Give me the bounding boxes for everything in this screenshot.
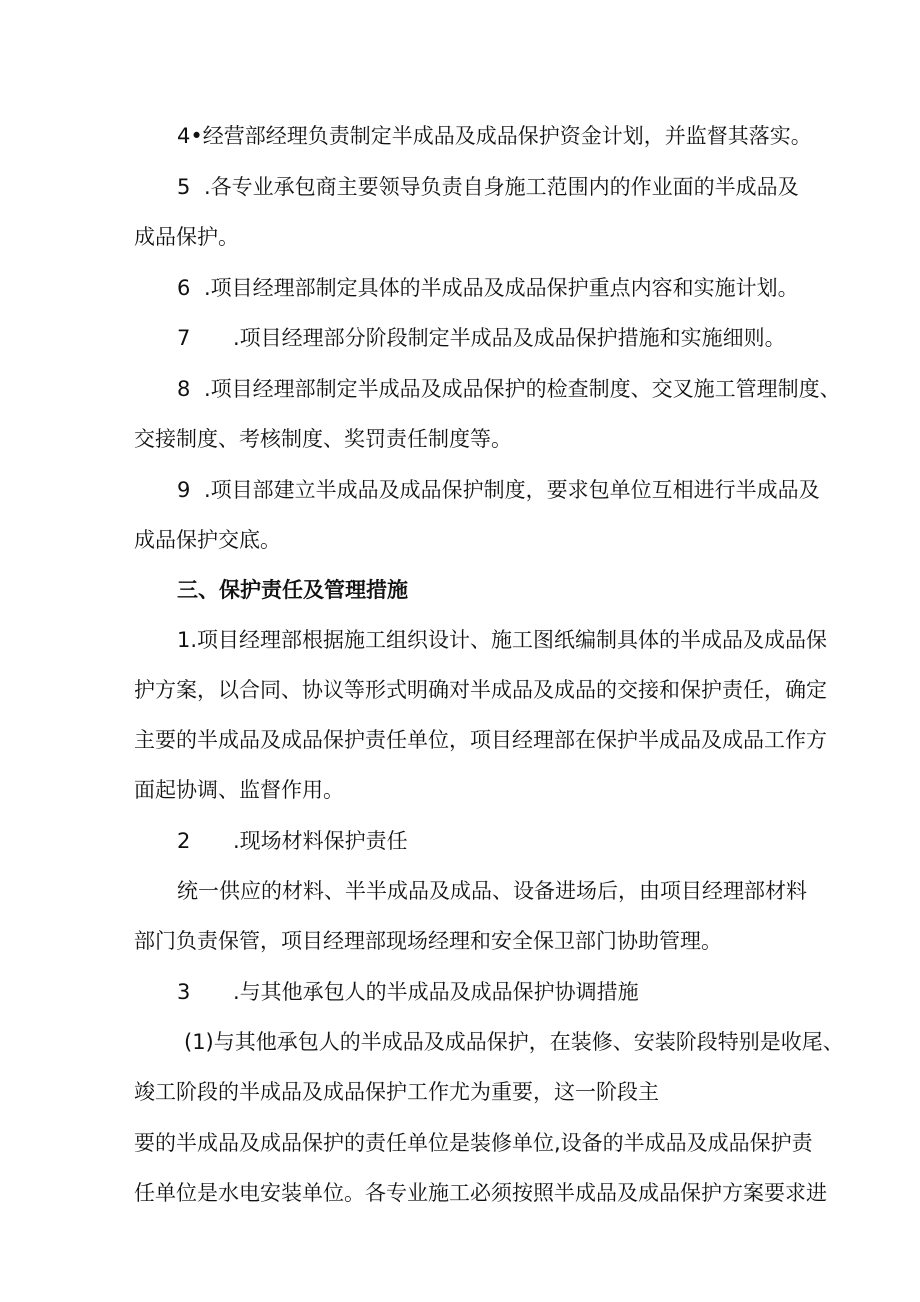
line-text: 成品保护交底。 xyxy=(134,528,281,552)
paragraph-continuation: 主要的半成品及成品保护责任单位，项目经理部在保护半成品及成品工作方 xyxy=(134,728,827,752)
paragraph-line-2 xyxy=(177,829,408,853)
line-text: .项目部建立半成品及成品保护制度，要求包单位互相进行半成品及 xyxy=(204,478,820,502)
line-text: .与其他承包人的半成品及成品保护协调措施 xyxy=(233,980,639,1004)
paragraph-line-6 xyxy=(177,276,799,300)
list-number: 2 xyxy=(177,829,191,853)
list-number: 8 xyxy=(177,377,191,401)
paragraph-continuation: 竣工阶段的半成品及成品保护工作尤为重要，这一阶段主 xyxy=(134,1080,659,1104)
paragraph-line-9 xyxy=(177,478,820,502)
line-text: .项目经理部制定半成品及成品保护的检查制度、交叉施工管理制度、 xyxy=(204,377,841,401)
line-text: .项目经理部制定具体的半成品及成品保护重点内容和实施计划。 xyxy=(204,276,799,300)
line-text: .现场材料保护责任 xyxy=(233,829,408,853)
paragraph-line-4 xyxy=(177,124,812,148)
paragraph-line-7 xyxy=(177,326,786,350)
line-text: 交接制度、考核制度、奖罚责任制度等。 xyxy=(134,427,512,451)
paragraph-continuation: 任单位是水电安装单位。各专业施工必须按照半成品及成品保护方案要求进 xyxy=(134,1181,827,1205)
list-number: 9 xyxy=(177,478,191,502)
list-number: 6 xyxy=(177,276,191,300)
line-text: .各专业承包商主要领导负责自身施工范围内的作业面的半成品及 xyxy=(204,175,799,199)
list-number: 3 xyxy=(177,980,191,1004)
paragraph-line-5 xyxy=(177,175,799,199)
paragraph-continuation xyxy=(134,528,281,552)
paragraph-continuation xyxy=(134,225,239,249)
paragraph-continuation: 部门负责保管，项目经理部现场经理和安全保卫部门协助管理。 xyxy=(134,929,722,953)
paragraph-line-3 xyxy=(177,980,639,1004)
list-number: 5 xyxy=(177,175,191,199)
line-text: .项目经理部分阶段制定半成品及成品保护措施和实施细则。 xyxy=(233,326,786,350)
list-number: 7 xyxy=(177,326,191,350)
line-text: 成品保护。 xyxy=(134,225,239,249)
line-text: •经营部经理负责制定半成品及成品保护资金计划，并监督其落实。 xyxy=(190,124,812,148)
paragraph-continuation: 护方案，以合同、协议等形式明确对半成品及成品的交接和保护责任，确定 xyxy=(134,678,827,702)
paragraph-line-8 xyxy=(177,377,841,401)
section-heading: 三、保护责任及管理措施 xyxy=(177,578,408,602)
paragraph-continuation: 要的半成品及成品保护的责任单位是装修单位,设备的半成品及成品保护责 xyxy=(134,1131,813,1155)
paragraph-line: 1.项目经理部根据施工组织设计、施工图纸编制具体的半成品及成品保 xyxy=(177,628,828,652)
paragraph-continuation: 面起协调、监督作用。 xyxy=(134,778,344,802)
paragraph-line: (1)与其他承包人的半成品及成品保护，在装修、安装阶段特别是收尾、 xyxy=(184,1030,844,1054)
paragraph-continuation xyxy=(134,427,512,451)
list-number: 4 xyxy=(177,124,191,148)
paragraph-line: 统一供应的材料、半半成品及成品、设备进场后，由项目经理部材料 xyxy=(177,879,807,903)
